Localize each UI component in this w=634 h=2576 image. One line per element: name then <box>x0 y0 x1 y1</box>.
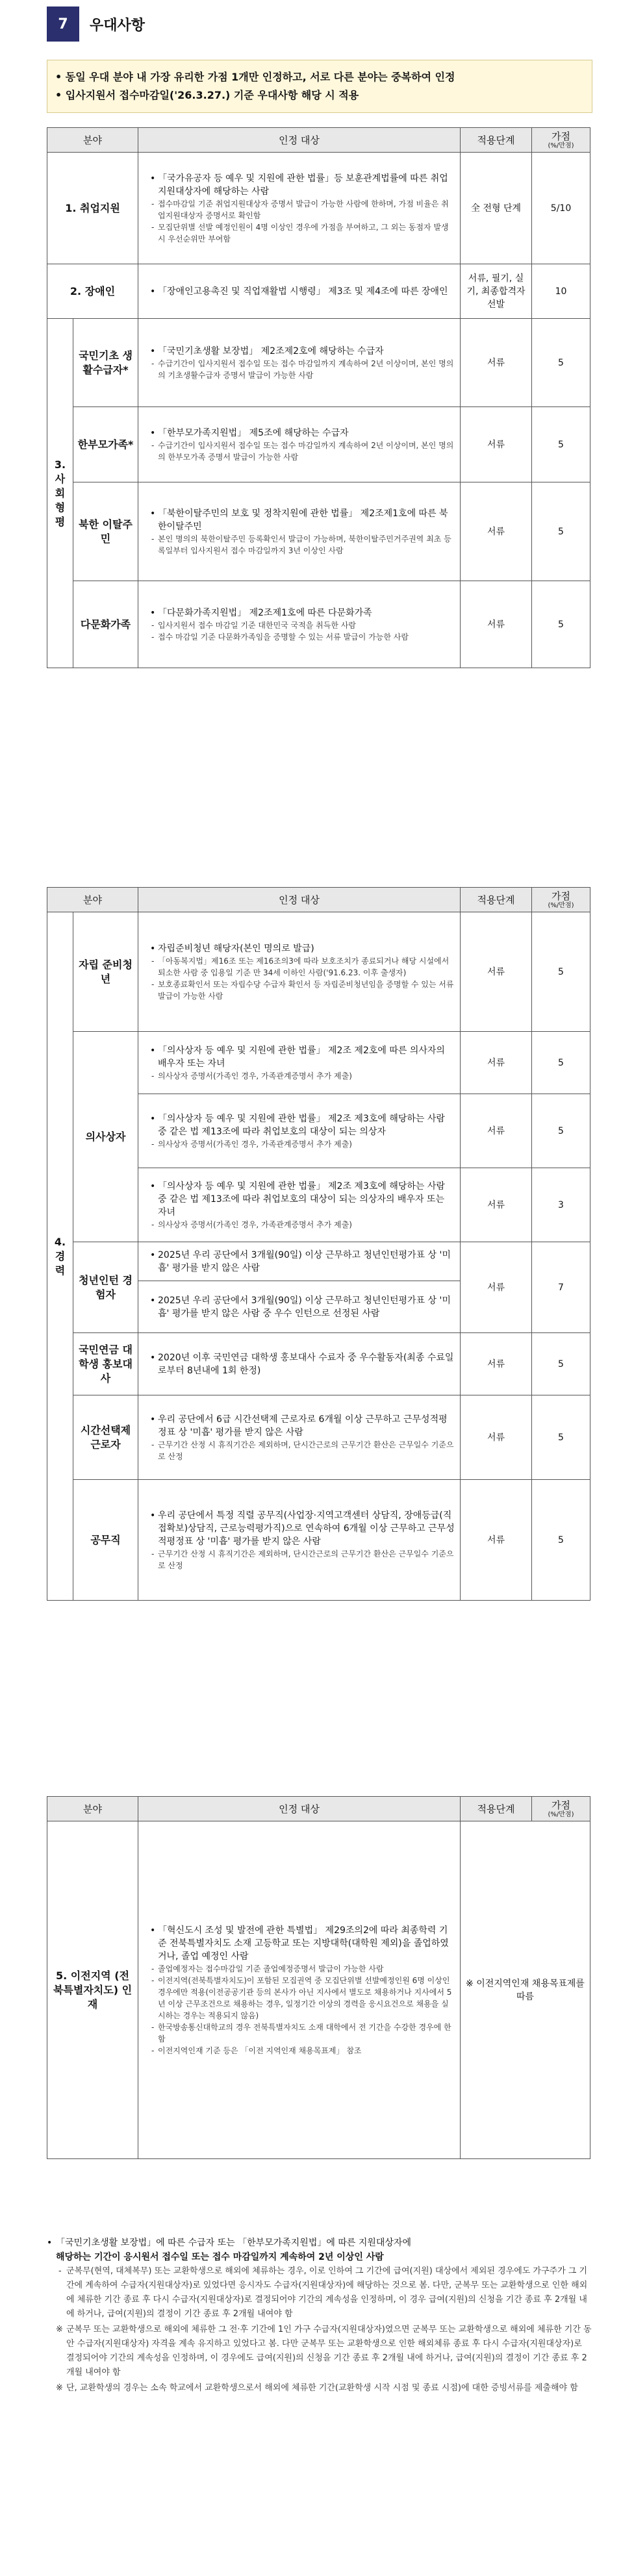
category-disabled: 2. 장애인 <box>47 264 138 319</box>
subcategory-public-service-worker: 공무직 <box>73 1480 138 1601</box>
sub-item: - 의사상자 증명서(가족인 경우, 가족관계증명서 추가 제출) <box>150 1138 455 1150</box>
notice-line: • 입사지원서 접수마감일('26.3.27.) 기준 우대사항 해당 시 적용 <box>55 89 359 101</box>
bullet-item: • 우리 공단에서 6급 시간선택제 근로자로 6개월 이상 근무하고 근무성적평정표 상 '미흡' 평가를 받지 않은 사람 <box>150 1413 455 1439</box>
sub-item: - 한국방송통신대학교의 경우 전북특별자치도 소재 대학에서 전 기간을 수강한 경우에 한함 <box>150 2021 455 2045</box>
subcategory-righteous-victims: 의사상자 <box>73 1032 138 1242</box>
header-target: 인정 대상 <box>138 888 461 912</box>
bullet-item: • 2025년 우리 공단에서 3개월(90일) 이상 근무하고 청년인턴평가표 상 '미흡' 평가를 받지 않은 사람 <box>150 1249 455 1275</box>
footnote-dash: - 군복무(현역, 대체복무) 또는 교환학생으로 해외에 체류하는 경우, 이로 인하여 그 기간에 급여(지원) 대상에서 제외된 경우에도 가구주가 그 기간에 계속하여 수급자(지원대상자)로 있었다면 응시자도 수급자(지원대상자)에 해당하는 것으로 봄. 다만, 군복무 또는 교환학생으로 인한 해외에 체류한 기간 종료 후 다시 수급자(지원대상자)로 결정되어야 기간의 계속성을 인정하며, 이 경우 급여(지원)의 신청을 기간 종료 후 2개월 내에 하거나, 급여(지원)의 결정이 기간 종료 후 2개월 내여야 함 <box>47 2264 592 2321</box>
stage-cell: ※ 이전지역인재 채용목표제를 따름 <box>461 1821 590 2159</box>
preference-table-1 <box>47 127 590 668</box>
bullet-item: • 2025년 우리 공단에서 3개월(90일) 이상 근무하고 청년인턴평가표 상 '미흡' 평가를 받지 않은 사람 중 우수 인턴으로 선정된 사람 <box>150 1294 455 1320</box>
bonus-cell: 5 <box>532 482 590 581</box>
category-social-equity: 3. 사회형평 <box>47 319 73 668</box>
stage-cell: 서류 <box>461 482 532 581</box>
sub-item: - 의사상자 증명서(가족인 경우, 가족관계증명서 추가 제출) <box>150 1219 455 1231</box>
header-field: 분야 <box>47 1797 138 1821</box>
bullet-item: • 우리 공단에서 특정 직렬 공무직(사업장·지역고객센터 상담직, 장애등급(직접확보)상담직, 근로능력평가직)으로 연속하여 6개월 이상 근무하고 근무성적평정표 상 '미흡' 평가를 받지 않은 사람 <box>150 1509 455 1548</box>
header-field: 분야 <box>47 888 138 912</box>
sub-item: - 본인 명의의 북한이탈주민 등록확인서 발급이 가능하며, 북한이탈주민거주권역 최초 등록일부터 입사지원서 접수 마감일까지 3년 이상인 사람 <box>150 533 455 556</box>
bonus-cell: 5 <box>532 1032 590 1094</box>
sub-item: - 이전지역인재 기준 등은 「이전 지역인재 채용목표제」 참조 <box>150 2045 455 2057</box>
sub-item: - 「아동복지법」제16조 또는 제16조의3에 따라 보호조치가 종료되거나 해당 시설에서 퇴소한 사람 중 입용일 기준 만 34세 이하인 사람('91.6.23. 이후 출생자) <box>150 955 455 979</box>
target-cell <box>138 1821 461 2159</box>
stage-cell: 全 전형 단계 <box>461 153 532 264</box>
sub-item: - 수급기간이 입사지원서 접수일 또는 접수 마감일까지 계속하여 2년 이상이며, 본인 명의의 한부모가족 증명서 발급이 가능한 사람 <box>150 440 455 463</box>
notice-line: • 동일 우대 분야 내 가장 유리한 가점 1개만 인정하고, 서로 다른 분야는 중복하여 인정 <box>55 71 455 83</box>
sub-item: - 졸업예정자는 접수마감일 기준 졸업예정증명서 발급이 가능한 사람 <box>150 1963 455 1975</box>
preference-table-2 <box>47 887 590 1601</box>
category-career: 4. 경력 <box>47 912 73 1601</box>
target-cell <box>138 1242 461 1281</box>
footnotes <box>47 2236 592 2395</box>
target-cell <box>138 1333 461 1395</box>
header-stage: 적용단계 <box>461 128 532 153</box>
bullet-item: • 「의사상자 등 예우 및 지원에 관한 법률」 제2조 제3호에 해당하는 사람 중 같은 법 제13조에 따라 취업보호의 대상이 되는 의상자 <box>150 1112 455 1138</box>
bullet-item: • 2020년 이후 국민연금 대학생 홍보대사 수료자 중 우수활동자(최종 수료일로부터 8년내에 1회 한정) <box>150 1351 455 1377</box>
target-cell <box>138 153 461 264</box>
stage-cell: 서류 <box>461 1333 532 1395</box>
bullet-item: • 「국민기초생활 보장법」 제2조제2호에 해당하는 수급자 <box>150 345 455 358</box>
subcategory-basic-livelihood: 국민기초 생활수급자* <box>73 319 138 407</box>
stage-cell: 서류 <box>461 1395 532 1480</box>
stage-cell: 서류 <box>461 912 532 1032</box>
target-cell <box>138 1032 461 1094</box>
bullet-item: • 「장애인고용촉진 및 직업재활법 시행령」 제3조 및 제4조에 따른 장애인 <box>150 285 455 298</box>
sub-item: - 모집단위별 선발 예정인원이 4명 이상인 경우에 가점을 부여하고, 그 외는 동점자 발생 시 우선순위만 부여함 <box>150 221 455 245</box>
subcategory-part-time-worker: 시간선택제 근로자 <box>73 1395 138 1480</box>
header-target: 인정 대상 <box>138 1797 461 1821</box>
bullet-item: • 「의사상자 등 예우 및 지원에 관한 법률」 제2조 제2호에 따른 의사자의 배우자 또는 자녀 <box>150 1044 455 1070</box>
bonus-cell: 5 <box>532 1480 590 1601</box>
bullet-item: • 「혁신도시 조성 및 발전에 관한 특별법」 제29조의2에 따라 최종학력 기준 전북특별자치도 소재 고등학교 또는 지방대학(대학원 제외)을 졸업하였거나, 졸업 예정인 사람 <box>150 1924 455 1963</box>
sub-item: - 입사지원서 접수 마감일 기준 대한민국 국적을 취득한 사람 <box>150 619 455 631</box>
subcategory-multicultural: 다문화가족 <box>73 581 138 668</box>
stage-cell: 서류 <box>461 407 532 482</box>
sub-item: - 접수마감일 기준 취업지원대상자 증명서 발급이 가능한 사람에 한하며, 가점 비율은 취업지원대상자 증명서로 확인함 <box>150 198 455 221</box>
section-number: 7 <box>47 6 79 42</box>
target-cell <box>138 1281 461 1333</box>
target-cell <box>138 1094 461 1168</box>
target-cell <box>138 1480 461 1601</box>
stage-cell: 서류 <box>461 1480 532 1601</box>
stage-cell: 서류 <box>461 1094 532 1168</box>
stage-cell: 서류 <box>461 1032 532 1094</box>
footnote-lead: • 「국민기초생활 보장법」에 따른 수급자 또는 「한부모가족지원법」에 따른 지원대상자에 <box>47 2236 592 2250</box>
category-employment-support: 1. 취업지원 <box>47 153 138 264</box>
header-field: 분야 <box>47 128 138 153</box>
bonus-cell: 7 <box>532 1242 590 1333</box>
target-cell <box>138 319 461 407</box>
target-cell <box>138 912 461 1032</box>
section-header <box>47 6 145 42</box>
sub-item: - 수급기간이 입사지원서 접수일 또는 접수 마감일까지 계속하여 2년 이상이며, 본인 명의의 기초생활수급자 증명서 발급이 가능한 사람 <box>150 358 455 381</box>
bonus-cell: 5/10 <box>532 153 590 264</box>
bullet-item: • 「의사상자 등 예우 및 지원에 관한 법률」 제2조 제3호에 해당하는 사람 중 같은 법 제13조에 따라 취업보호의 대상이 되는 의상자의 배우자 또는 자녀 <box>150 1180 455 1219</box>
bonus-cell: 5 <box>532 319 590 407</box>
target-cell <box>138 264 461 319</box>
subcategory-north-defector: 북한 이탈주민 <box>73 482 138 581</box>
stage-cell: 서류 <box>461 1168 532 1242</box>
subcategory-nps-ambassador: 국민연금 대학생 홍보대사 <box>73 1333 138 1395</box>
bullet-item: • 「다문화가족지원법」 제2조제1호에 따른 다문화가족 <box>150 606 455 619</box>
bonus-cell: 5 <box>532 1395 590 1480</box>
subcategory-single-parent: 한부모가족* <box>73 407 138 482</box>
target-cell <box>138 1395 461 1480</box>
header-bonus: 가점 (%/만점) <box>532 1797 590 1821</box>
bonus-cell: 5 <box>532 407 590 482</box>
target-cell <box>138 482 461 581</box>
footnote-note: ※ 군복무 또는 교환학생으로 해외에 체류한 그 전·후 기간에 1인 가구 수급자(지원대상자)였으면 군복무 또는 교환학생으로 해외에 체류한 기간 동안 수급자(지원대상자) 자격을 계속 유지하고 있었다고 봄. 다만 군복무 또는 교환학생으로 인한 해외체류 종료 후 다시 수급자(지원대상자)로 결정되어야 기간의 계속성을 인정하며, 이 경우에도 급여(지원)의 신청을 기간 종료 후 2개월 내에 하거나, 급여(지원)의 결정이 기간 종료 후 2개월 내여야 함 <box>47 2323 592 2380</box>
category-relocation-talent: 5. 이전지역 (전북특별자치도) 인재 <box>47 1821 138 2159</box>
sub-item: - 접수 마감일 기준 다문화가족임을 증명할 수 있는 서류 발급이 가능한 사람 <box>150 631 455 643</box>
section-title: 우대사항 <box>90 17 146 34</box>
target-cell <box>138 407 461 482</box>
bullet-item: • 「북한이탈주민의 보호 및 정착지원에 관한 법률」 제2조제1호에 따른 북한이탈주민 <box>150 507 455 533</box>
subcategory-independent-youth: 자립 준비청년 <box>73 912 138 1032</box>
bonus-cell: 10 <box>532 264 590 319</box>
bullet-item: • 「국가유공자 등 예우 및 지원에 관한 법률」등 보훈관계법률에 따른 취업지원대상자에 해당하는 사람 <box>150 172 455 198</box>
target-cell <box>138 581 461 668</box>
header-bonus: 가점 (%/만점) <box>532 888 590 912</box>
target-cell <box>138 1168 461 1242</box>
bonus-cell: 3 <box>532 1168 590 1242</box>
sub-item: - 의사상자 증명서(가족인 경우, 가족관계증명서 추가 제출) <box>150 1070 455 1082</box>
footnote-lead-bold: 해당하는 기간이 응시원서 접수일 또는 접수 마감일까지 계속하여 2년 이상인 사람 <box>56 2252 384 2262</box>
header-target: 인정 대상 <box>138 128 461 153</box>
stage-cell: 서류 <box>461 319 532 407</box>
bullet-item: • 「한부모가족지원법」 제5조에 해당하는 수급자 <box>150 427 455 440</box>
stage-cell: 서류 <box>461 1242 532 1333</box>
header-stage: 적용단계 <box>461 888 532 912</box>
subcategory-youth-intern: 청년인턴 경험자 <box>73 1242 138 1333</box>
stage-cell: 서류, 필기, 실기, 최종합격자 선발 <box>461 264 532 319</box>
header-bonus: 가점 (%/만점) <box>532 128 590 153</box>
footnote-note: ※ 단, 교환학생의 경우는 소속 학교에서 교환학생으로서 해외에 체류한 기간(교환학생 시작 시점 및 종료 시점)에 대한 증빙서류를 제출해야 함 <box>47 2381 592 2395</box>
header-stage: 적용단계 <box>461 1797 532 1821</box>
notice-box <box>47 60 592 113</box>
bonus-cell: 5 <box>532 912 590 1032</box>
sub-item: - 근무기간 산정 시 휴직기간은 제외하며, 단시간근로의 근무기간 환산은 근무일수 기준으로 산정 <box>150 1439 455 1462</box>
bonus-cell: 5 <box>532 1094 590 1168</box>
sub-item: - 근무기간 산정 시 휴직기간은 제외하며, 단시간근로의 근무기간 환산은 근무일수 기준으로 산정 <box>150 1548 455 1571</box>
sub-item: - 이전지역(전북특별자치도)이 포함된 모집권역 중 모집단위별 선발예정인원 6명 이상인 경우에만 적용(이전공공기관 등의 본사가 아닌 지사에서 별도로 채용하거나 지사에서 5년 이상 근무조건으로 채용하는 경우, 일정기간 이상의 경력을 응시요건으로 채용을 실시하는 경우는 적용되지 않음) <box>150 1975 455 2021</box>
bonus-cell: 5 <box>532 581 590 668</box>
bonus-cell: 5 <box>532 1333 590 1395</box>
stage-cell: 서류 <box>461 581 532 668</box>
preference-table-3 <box>47 1796 590 2159</box>
sub-item: - 보호종료확인서 또는 자립수당 수급자 확인서 등 자립준비청년임을 증명할 수 있는 서류 발급이 가능한 사람 <box>150 979 455 1002</box>
bullet-item: • 자립준비청년 해당자(본인 명의로 발급) <box>150 942 455 955</box>
